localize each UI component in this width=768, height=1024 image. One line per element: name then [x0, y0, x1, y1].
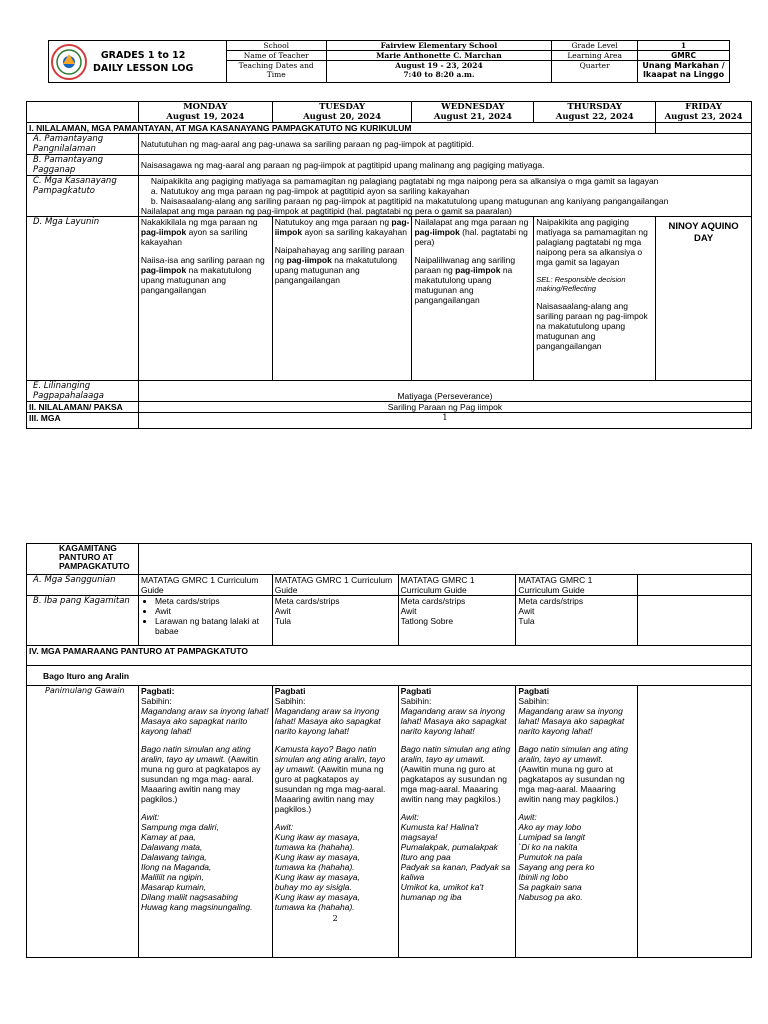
panimula-tuesday: Pagbati Sabihin: Magandang araw sa inyong lahat! Masaya ako sapagkat narito kayong lahat! Kamusta kayo? Bago natin simulan ang ating aralin, tayo ay umawit. (Aawitin muna ng guro at pagkatapos ay susundan ng mga mag-aaral. Maaaring awitin nang may pagkilos.) Awit: Kung ikaw ay masaya, tumawa ka (hahaha). Kung ikaw ay masaya, tumawa ka (hahaha). Kung ikaw ay masaya, buhay mo ay sisigla. Kung ikaw ay masaya, tumawa ka (hahaha). 2	[272, 686, 398, 958]
sanggunian-wednesday: MATATAG GMRC 1 Curriculum Guide	[398, 575, 516, 596]
section1-heading: I. NILALAMAN, MGA PAMANTAYAN, AT MGA KASANAYANG PAMPAGKATUTO NG KURIKULUM	[27, 123, 656, 134]
layunin-monday: Nakakikilala ng mga paraan ng pag-iimpok ayon sa sariling kakayahan Naiisa-isa ang sariling paraan ng pag-iimpok na makatutulong upang matugunan ang pangangailangan	[138, 217, 272, 381]
teacher-value: Marie Anthonette C. Marchan	[326, 51, 552, 61]
rowC-label: C. Mga Kasanayang Pampagkatuto	[27, 176, 139, 217]
bago-heading: Bago Ituro ang Aralin	[27, 666, 752, 686]
title-grades: GRADES 1 to 12	[100, 49, 186, 61]
kagamitan-label: KAGAMITANG PANTURO AT PAMPAGKATUTO	[27, 544, 139, 575]
rowA-text: Natututuhan ng mag-aaral ang pag-unawa sa sariling paraan ng pag-iimpok at pagtitipid.	[138, 134, 751, 155]
sanggunian-thursday: MATATAG GMRC 1 Curriculum Guide	[516, 575, 638, 596]
page-number-1: 1	[138, 413, 751, 429]
rowC-cell	[138, 176, 751, 217]
sanggunian-tuesday: MATATAG GMRC 1 Curriculum Guide	[272, 575, 398, 596]
list-item: • Larawan ng batang lalaki at babae	[155, 616, 270, 636]
layunin-thursday: Naipakikita ang pagiging matiyaga sa pamamagitan ng palagiang pagtatabi ng mga naipong pera sa alkansiya o mga gamit sa lagayan SEL: Responsible decision making/Reflecting Naisasaalang-alang ang sariling paraan ng pag-iimpok na makatutulong upang matugunan ang pangangailangan	[534, 217, 656, 381]
page-number-2: 2	[332, 914, 338, 923]
lesson-table-2	[26, 543, 752, 958]
section2-text: Sariling Paraan ng Pag iimpok	[138, 402, 751, 413]
rowC-a: a. Natutukoy ang mga paraan ng pag-iimpok at pagtitipid ayon sa sariling kakayahan	[150, 186, 470, 196]
iba-label: B. Iba pang Kagamitan	[27, 596, 139, 646]
dates-label: Teaching Dates and Time	[226, 61, 326, 83]
iba-tuesday: Meta cards/strips Awit Tula	[272, 596, 398, 646]
day-thursday: THURSDAY August 22, 2024	[534, 102, 656, 123]
rowC-line1: Naipakikita ang pagiging matiyaga sa pamamagitan ng palagiang pagtatabi ng mga naipong pera sa alkansiya o mga gamit sa lagayan	[150, 176, 659, 186]
rowB-label: B. Pamantayang Pagganap	[27, 155, 139, 176]
dates-value: August 19 - 23, 2024	[395, 61, 483, 70]
section3-label: III. MGA	[27, 413, 139, 429]
iba-wednesday: Meta cards/strips Awit Tatlong Sobre	[398, 596, 516, 646]
grade-label: Grade Level	[552, 41, 638, 51]
day-monday: MONDAY August 19, 2024	[138, 102, 272, 123]
header-table	[48, 40, 730, 83]
layunin-friday: NINOY AQUINO DAY	[656, 217, 752, 381]
school-label: School	[226, 41, 326, 51]
time-value: 7:40 to 8:20 a.m.	[403, 70, 475, 79]
panimula-label: Panimulang Gawain	[27, 686, 139, 958]
day-tuesday: TUESDAY August 20, 2024	[272, 102, 412, 123]
section2-label: II. NILALAMAN/ PAKSA	[27, 402, 139, 413]
rowA-label: A. Pamantayang Pangnilalaman	[27, 134, 139, 155]
lesson-table	[26, 101, 752, 429]
grade-value: 1	[638, 41, 730, 51]
title-cell	[49, 41, 227, 83]
layunin-tuesday: Natutukoy ang mga paraan ng pag-iimpok ayon sa sariling kakayahan Naipahahayag ang sariling paraan ng pag-iimpok na makatutulong upang matugunan ang pangangailangan	[272, 217, 412, 381]
school-value: Fairview Elementary School	[326, 41, 552, 51]
list-item: • Awit	[155, 606, 270, 616]
list-item: • Meta cards/strips	[155, 596, 270, 606]
quarter-label: Quarter	[552, 61, 638, 83]
section4-heading: IV. MGA PAMARAANG PANTURO AT PAMPAGKATUTO	[27, 646, 752, 666]
lesson-table-page2	[26, 543, 752, 958]
area-value: GMRC	[638, 51, 730, 61]
days-row	[27, 102, 752, 123]
day-wednesday: WEDNESDAY August 21, 2024	[412, 102, 534, 123]
deped-seal-icon	[51, 44, 87, 80]
day-friday: FRIDAY August 23, 2024	[656, 102, 752, 123]
iba-monday	[138, 596, 272, 646]
teacher-label: Name of Teacher	[226, 51, 326, 61]
rowE-text: Matiyaga (Perseverance)	[138, 381, 751, 402]
header-block	[48, 40, 730, 82]
layunin-wednesday: Nailalapat ang mga paraan ng pag-iimpok (hal. pagtatabi ng pera) Naipaliliwanag ang sariling paraan ng pag-iimpok na makatutulong upang matugunan ang pangangailangan	[412, 217, 534, 381]
lesson-table-page1	[26, 101, 752, 429]
sanggunian-monday: MATATAG GMRC 1 Curriculum Guide	[138, 575, 272, 596]
panimula-thursday: Pagbati Sabihin: Magandang araw sa inyong lahat! Masaya ako sapagkat narito kayong lahat! Bago natin simulan ang ating aralin, tayo ay umawit. (Aawitin muna ng guro at pagkatapos ay susundan ng mga mag-aaral. Maaaring awitin nang may pagkilos.) Awit: Ako ay may lobo Lumipad sa langit `Di ko na nakita Pumutok na pala Sayang ang pera ko Ibinili ng lobo Sa pagkain sana Nabusog pa ako.	[516, 686, 638, 958]
dates-cell	[326, 61, 552, 83]
area-label: Learning Area	[552, 51, 638, 61]
rowC-last: Nailalapat ang mga paraan ng pag-iimpok at pagtitipid (hal. pagtatabi ng pera o gamit sa paaralan)	[140, 206, 512, 216]
title-dll: DAILY LESSON LOG	[93, 62, 194, 74]
rowB-text: Naisasagawa ng mag-aaral ang paraan ng pag-iimpok at pagtitipid upang malinang ang pagiging matiyaga.	[138, 155, 751, 176]
rowD-label: D. Mga Layunin	[27, 217, 139, 381]
rowC-b: b. Naisasaalang-alang ang sariling paraan ng pag-iimpok at pagtitipid na makatutulong upang matugunan ang kaniyang pangangailangan	[150, 196, 669, 206]
quarter-value: Unang Markahan / Ikaapat na Linggo	[638, 61, 730, 83]
iba-thursday: Meta cards/strips Awit Tula	[516, 596, 638, 646]
panimula-wednesday: Pagbati Sabihin: Magandang araw sa inyong lahat! Masaya ako sapagkat narito kayong lahat! Bago natin simulan ang ating aralin, tayo ay umawit. (Aawitin muna ng guro at pagkatapos ay susundan ng mga mag-aaral. Maaaring awitin nang may pagkilos.) Awit: Kumusta ka! Halina't magsaya! Pumalakpak, pumalakpak Ituro ang paa Padyak sa kanan, Padyak sa kaliwa Umikot ka, umikot ka't humanap ng iba	[398, 686, 516, 958]
panimula-monday: Pagbati: Sabihin: Magandang araw sa inyong lahat! Masaya ako sapagkat narito kayong lahat! Bago natin simulan ang ating aralin, tayo ay umawit. (Aawitin muna ng guro at pagkatapos ay susundan ng mga mag- aaral. Maaaring awitin nang may pagkilos.) Awit: Sampung mga daliri, Kamay at paa, Dalawang mata, Dalawang tainga, Ilong na Maganda, Maliliit na ngipin, Masarap kumain, Dilang maliit nagsasabing Huwag kang magsinungaling.	[138, 686, 272, 958]
sanggunian-label: A. Mga Sanggunian	[27, 575, 139, 596]
rowE-label: E. Lilinanging Pagpapahalaaga	[27, 381, 139, 402]
